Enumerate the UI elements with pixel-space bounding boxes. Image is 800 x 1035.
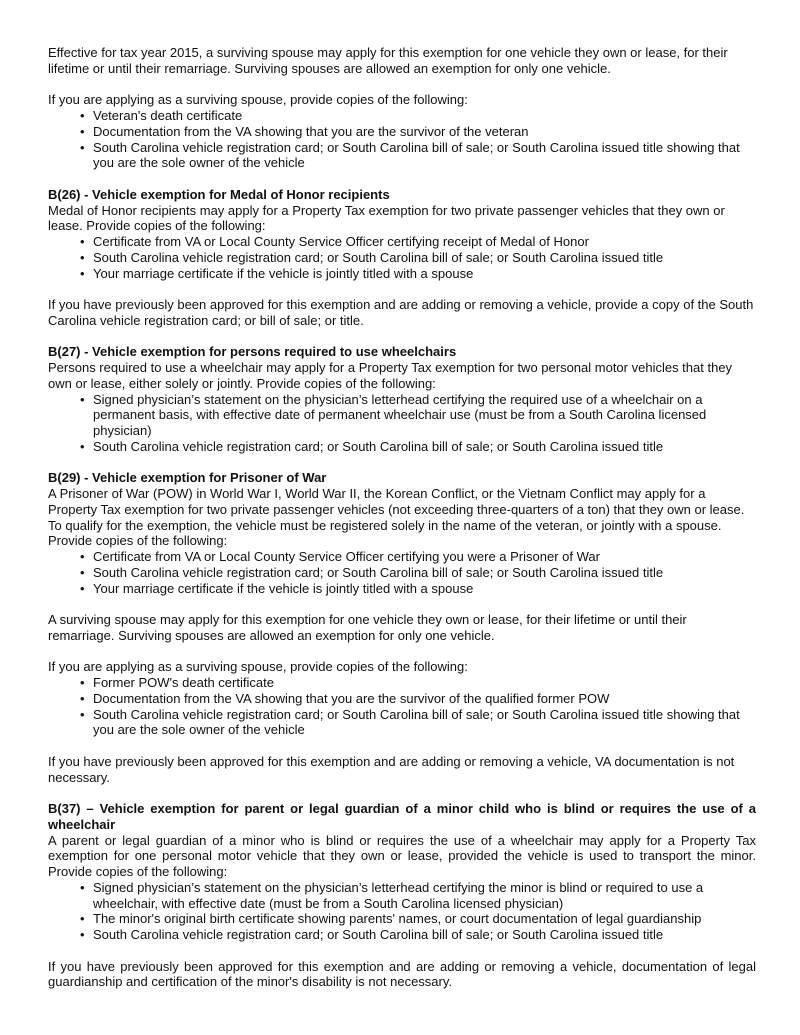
paragraph: If you are applying as a surviving spouse, provide copies of the following: xyxy=(48,659,468,675)
list-item: • The minor's original birth certificate showing parents' names, or court documentation of legal guardianship xyxy=(93,911,756,927)
section-heading: B(27) - Vehicle exemption for persons required to use wheelchairs xyxy=(48,344,457,360)
list-item: • South Carolina vehicle registration card; or South Carolina bill of sale; or South Carolina issued title showing that you are the sole owner of the vehicle xyxy=(93,707,756,739)
list-item: • Your marriage certificate if the vehicle is jointly titled with a spouse xyxy=(93,581,756,597)
list-item: • South Carolina vehicle registration card; or South Carolina bill of sale; or South Carolina issued title xyxy=(93,565,756,581)
paragraph: Medal of Honor recipients may apply for a Property Tax exemption for two private passenger vehicles that they own or lease. Provide copies of the following: xyxy=(48,202,725,234)
list-item: • Signed physician’s statement on the physician’s letterhead certifying the minor is blind or required to use a wheelchair, with effective date (must be from a South Carolina licensed physician) xyxy=(93,880,756,912)
list-item: • Documentation from the VA showing that you are the survivor of the qualified former POW xyxy=(93,691,756,707)
paragraph: A surviving spouse may apply for this exemption for one vehicle they own or lease, for their lifetime or until their remarriage. Surviving spouses are allowed an exemption for only one vehicle. xyxy=(48,612,687,643)
bullet-list xyxy=(48,108,756,171)
section-b26 xyxy=(48,187,756,329)
list-item: • Your marriage certificate if the vehicle is jointly titled with a spouse xyxy=(93,266,756,282)
paragraph: Effective for tax year 2015, a surviving spouse may apply for this exemption for one vehicle they own or lease, for their lifetime or until their remarriage. Surviving spouses are allowed an exemption for only one vehicle. xyxy=(48,45,728,76)
section-b37 xyxy=(48,801,756,990)
list-item: • South Carolina vehicle registration card; or South Carolina bill of sale; or South Carolina issued title xyxy=(93,250,756,266)
bullet-list xyxy=(48,392,756,455)
section-heading: B(37) – Vehicle exemption for parent or legal guardian of a minor child who is blind or requires the use of a wheelchair xyxy=(48,801,756,832)
list-item: • Former POW's death certificate xyxy=(93,675,756,691)
list-item: • Documentation from the VA showing that you are the survivor of the veteran xyxy=(93,124,756,140)
paragraph: If you have previously been approved for this exemption and are adding or removing a vehicle, provide a copy of the South Carolina vehicle registration card; or bill of sale; or title. xyxy=(48,297,754,328)
paragraph: Persons required to use a wheelchair may apply for a Property Tax exemption for two personal motor vehicles that they own or lease, either solely or jointly. Provide copies of the following: xyxy=(48,360,733,391)
paragraph: If you have previously been approved for this exemption and are adding or removing a vehicle, documentation of legal guardianship and certification of the minor's disability is not necessary. xyxy=(48,958,756,990)
list-item: • Signed physician’s statement on the physician’s letterhead certifying the required use of a wheelchair on a permanent basis, with effective date of permanent wheelchair use (must be from a South Carolina licensed physician) xyxy=(93,392,756,439)
paragraph: If you are applying as a surviving spouse, provide copies of the following: xyxy=(48,92,468,108)
paragraph: A parent or legal guardian of a minor who is blind or requires the use of a wheelchair may apply for a Property Tax exemption for one personal motor vehicle that they own or lease, provided the vehicle is used to transport the minor. Provide copies of the following: xyxy=(48,832,756,879)
paragraph: If you have previously been approved for this exemption and are adding or removing a vehicle, VA documentation is not necessary. xyxy=(48,753,735,785)
bullet-list xyxy=(48,880,756,943)
list-item: • South Carolina vehicle registration card; or South Carolina bill of sale; or South Carolina issued title xyxy=(93,439,756,455)
section-b27 xyxy=(48,344,756,454)
bullet-list xyxy=(48,549,756,596)
list-item: • Veteran's death certificate xyxy=(93,108,756,124)
list-item: • Certificate from VA or Local County Service Officer certifying receipt of Medal of Honor xyxy=(93,234,756,250)
bullet-list xyxy=(48,675,756,738)
section-heading: B(29) - Vehicle exemption for Prisoner of War xyxy=(48,470,327,486)
section-b29 xyxy=(48,470,756,785)
list-item: • South Carolina vehicle registration card; or South Carolina bill of sale; or South Carolina issued title showing that you are the sole owner of the vehicle xyxy=(93,140,756,172)
list-item: • South Carolina vehicle registration card; or South Carolina bill of sale; or South Carolina issued title xyxy=(93,927,756,943)
section-heading: B(26) - Vehicle exemption for Medal of Honor recipients xyxy=(48,186,390,202)
list-item: • Certificate from VA or Local County Service Officer certifying you were a Prisoner of War xyxy=(93,549,756,565)
document-page xyxy=(48,45,756,1006)
paragraph: A Prisoner of War (POW) in World War I, World War II, the Korean Conflict, or the Vietnam Conflict may apply for a Property Tax exemption for two private passenger vehicles (not exceeding three-quarters of a ton) that they own or lease. To qualify for the exemption, the vehicle must be registered solely in the name of the veteran, or jointly with a spouse. Provide copies of the following: xyxy=(48,486,745,549)
bullet-list xyxy=(48,234,756,281)
